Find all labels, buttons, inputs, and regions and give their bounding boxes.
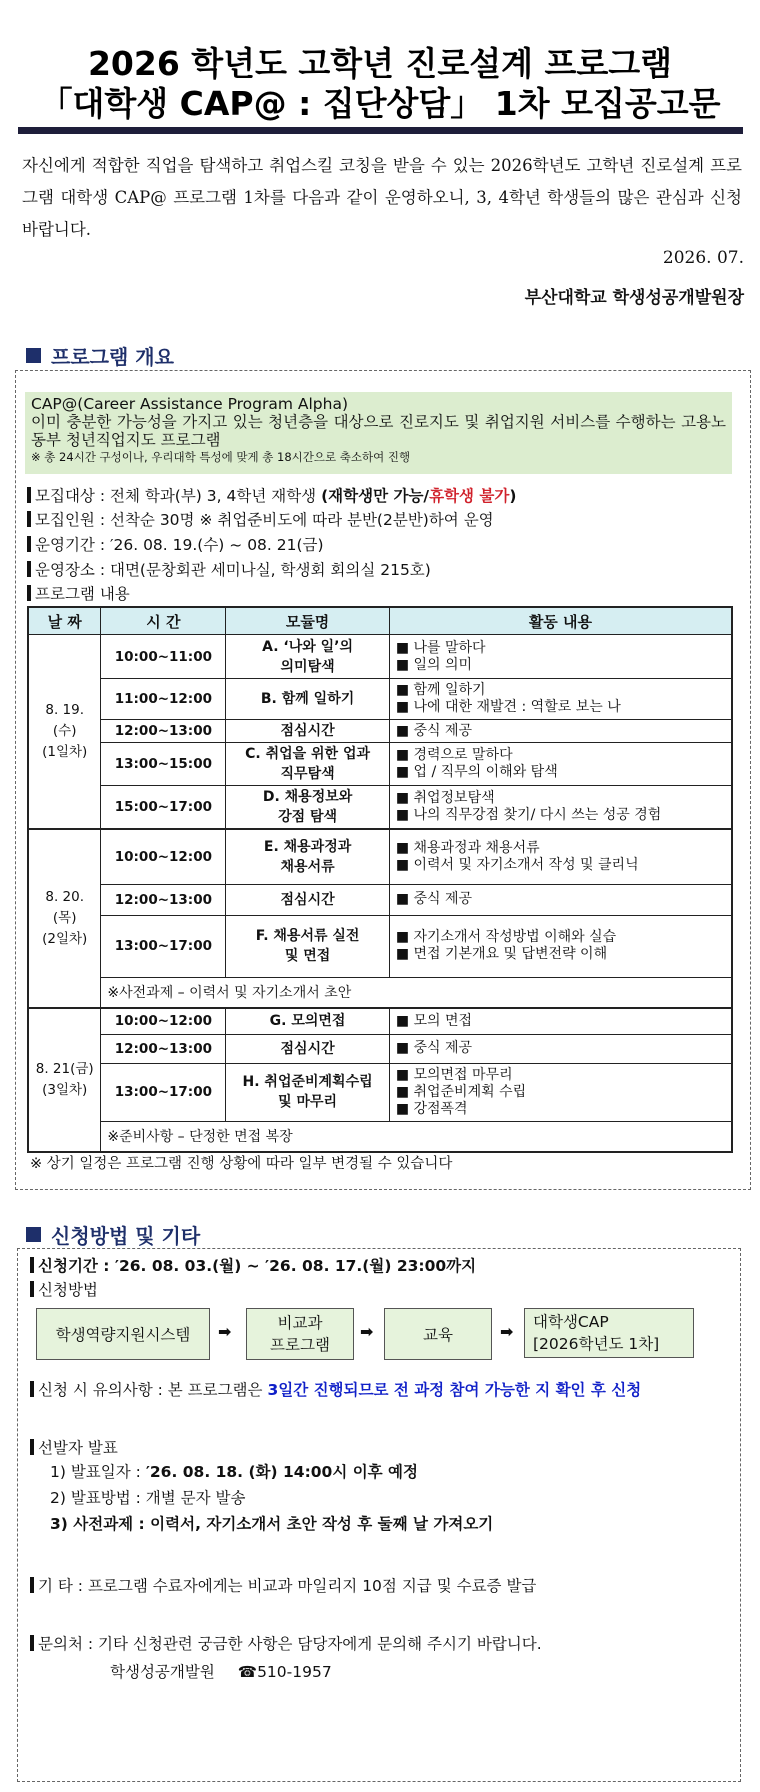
cap-note: ※ 총 24시간 구성이나, 우리대학 특성에 맞게 총 18시간으로 축소하여 진행 — [31, 450, 411, 464]
content-label-line: 프로그램 내용 — [27, 582, 130, 604]
apply-method-label: 신청방법 — [30, 1278, 98, 1300]
flow-step-cap: 대학생CAP [2026학년도 1차] — [524, 1308, 694, 1358]
flow-step-extracurricular: 비교과 프로그램 — [246, 1308, 354, 1360]
table-row — [28, 786, 732, 830]
table-row — [28, 635, 732, 679]
activity-cell: ■ 채용과정과 채용서류 ■ 이력서 및 자기소개서 작성 및 클리닉 — [389, 829, 732, 884]
activity-cell: ■ 자기소개서 작성방법 이해와 실습 ■ 면접 기본개요 및 답변전략 이해 — [389, 915, 732, 977]
table-row — [28, 1121, 732, 1152]
day1-date-cell: 8. 19.(수) (1일차) — [28, 635, 101, 830]
time-cell: 13:00~15:00 — [101, 743, 226, 786]
module-cell: A. ‘나와 일’의 의미탐색 — [226, 635, 389, 679]
time-cell: 13:00~17:00 — [101, 1063, 226, 1121]
module-cell: C. 취업을 위한 업과 직무탐색 — [226, 743, 389, 786]
module-cell: D. 채용정보와 강점 탐색 — [226, 786, 389, 830]
time-cell: 10:00~11:00 — [101, 635, 226, 679]
day2-date-cell: 8. 20.(목) (2일차) — [28, 829, 101, 1008]
contact-phone: 510-1957 — [257, 1663, 332, 1681]
apply-period-line: 신청기간 : ′26. 08. 03.(월) ~ ′26. 08. 17.(월) 23:00까지 — [30, 1254, 476, 1276]
header-activity: 활동 내용 — [389, 607, 732, 635]
bullet-icon — [30, 1257, 34, 1273]
table-row — [28, 1008, 732, 1034]
schedule-footnote: ※ 상기 일정은 프로그램 진행 상황에 따라 일부 변경될 수 있습니다 — [30, 1156, 453, 1172]
bullet-icon — [27, 511, 31, 527]
time-cell: 12:00~13:00 — [101, 1034, 226, 1063]
cap-summary — [25, 392, 732, 474]
contact-line: 문의처 : 기타 신청관련 궁금한 사항은 담당자에게 문의해 주시기 바랍니다. — [30, 1632, 542, 1654]
module-cell: G. 모의면접 — [226, 1008, 389, 1034]
time-cell: 10:00~12:00 — [101, 1008, 226, 1034]
activity-cell: ■ 나를 말하다 ■ 일의 의미 — [389, 635, 732, 679]
title-line-2: 「대학생 CAP@ : 집단상담」 1차 모집공고문 — [39, 84, 721, 123]
title-line-1: 2026 학년도 고학년 진로설계 프로그램 — [87, 44, 673, 83]
etc-line: 기 타 : 프로그램 수료자에게는 비교과 마일리지 10점 지급 및 수료증 발급 — [30, 1574, 536, 1596]
time-cell: 15:00~17:00 — [101, 786, 226, 830]
selection-date: 1) 발표일자 : ′26. 08. 18. (화) 14:00시 이후 예정 — [50, 1463, 418, 1481]
day2-note: ※사전과제 – 이력서 및 자기소개서 초안 — [101, 977, 732, 1008]
table-row — [28, 915, 732, 977]
bullet-icon — [27, 561, 31, 577]
table-row — [28, 720, 732, 743]
activity-cell: ■ 중식 제공 — [389, 884, 732, 915]
bullet-icon — [27, 536, 31, 552]
selection-assignment: 3) 사전과제 : 이력서, 자기소개서 초안 작성 후 둘째 날 가져오기 — [50, 1515, 494, 1533]
cap-title: CAP@(Career Assistance Program Alpha) — [31, 395, 349, 413]
bullet-icon — [30, 1281, 34, 1297]
module-cell: B. 함께 일하기 — [226, 679, 389, 720]
table-row — [28, 1063, 732, 1121]
flow-step-education: 교육 — [384, 1308, 492, 1360]
activity-cell: ■ 중식 제공 — [389, 1034, 732, 1063]
time-cell: 11:00~12:00 — [101, 679, 226, 720]
arrow-right-icon: ➡ — [500, 1322, 514, 1341]
title-divider — [18, 127, 743, 134]
section-heading-overview: 프로그램 개요 — [26, 341, 174, 370]
table-row — [28, 884, 732, 915]
table-row — [28, 829, 732, 884]
period-line: 운영기간 : ′26. 08. 19.(수) ~ 08. 21(금) — [27, 533, 324, 555]
bullet-icon — [27, 585, 31, 601]
module-cell: 점심시간 — [226, 884, 389, 915]
module-cell: F. 채용서류 실전 및 면접 — [226, 915, 389, 977]
module-cell: 점심시간 — [226, 1034, 389, 1063]
bullet-icon — [30, 1635, 34, 1651]
notice-signer: 부산대학교 학생성공개발원장 — [524, 288, 744, 308]
flow-step-system: 학생역량지원시스템 — [36, 1308, 210, 1360]
table-header-row — [28, 607, 732, 635]
caution-line: 신청 시 유의사항 : 본 프로그램은 3일간 진행되므로 전 과정 참여 가능한 지 확인 후 신청 — [30, 1378, 641, 1400]
recruit-line: 모집인원 : 선착순 30명 ※ 취업준비도에 따라 분반(2분반)하여 운영 — [27, 508, 494, 530]
activity-cell: ■ 함께 일하기 ■ 나에 대한 재발견 : 역할로 보는 나 — [389, 679, 732, 720]
bullet-icon — [30, 1381, 34, 1397]
day3-date-cell: 8. 21(금) (3일차) — [28, 1008, 101, 1152]
phone-icon: ☎ — [237, 1663, 258, 1681]
time-cell: 10:00~12:00 — [101, 829, 226, 884]
time-cell: 12:00~13:00 — [101, 884, 226, 915]
activity-cell: ■ 중식 제공 — [389, 720, 732, 743]
module-cell: E. 채용과정과 채용서류 — [226, 829, 389, 884]
module-cell: 점심시간 — [226, 720, 389, 743]
activity-cell: ■ 취업정보탐색 ■ 나의 직무강점 찾기/ 다시 쓰는 성공 경험 — [389, 786, 732, 830]
section-heading-apply: 신청방법 및 기타 — [26, 1220, 200, 1249]
header-date: 날 짜 — [28, 607, 101, 635]
notice-date: 2026. 07. — [662, 248, 744, 268]
header-module: 모듈명 — [226, 607, 389, 635]
target-line: 모집대상 : 전체 학과(부) 3, 4학년 재학생 (재학생만 가능/휴학생 불가) — [27, 484, 516, 506]
bullet-icon — [30, 1439, 34, 1455]
time-cell: 12:00~13:00 — [101, 720, 226, 743]
table-row — [28, 977, 732, 1008]
selection-label: 선발자 발표 — [30, 1436, 118, 1458]
selection-method: 2) 발표방법 : 개별 문자 발송 — [50, 1489, 246, 1507]
module-cell: H. 취업준비계획수립 및 마무리 — [226, 1063, 389, 1121]
intro-paragraph: 자신에게 적합한 직업을 탐색하고 취업스킬 코칭을 받을 수 있는 2026학년도 고학년 진로설계 프로그램 대학생 CAP@ 프로그램 1차를 다음과 같이 운영하오니, 3, 4학년 학생들의 많은 관심과 신청 바랍니다. — [22, 156, 742, 239]
section-square-icon — [26, 1227, 41, 1242]
header-time: 시 간 — [101, 607, 226, 635]
arrow-right-icon: ➡ — [360, 1322, 374, 1341]
table-row — [28, 679, 732, 720]
table-row — [28, 743, 732, 786]
bullet-icon — [30, 1577, 34, 1593]
section-square-icon — [26, 348, 41, 363]
activity-cell: ■ 모의면접 마무리 ■ 취업준비계획 수립 ■ 강점폭격 — [389, 1063, 732, 1121]
table-row — [28, 1034, 732, 1063]
schedule-table — [27, 606, 733, 1153]
place-line: 운영장소 : 대면(문창회관 세미나실, 학생회 회의실 215호) — [27, 558, 431, 580]
activity-cell: ■ 모의 면접 — [389, 1008, 732, 1034]
contact-office: 학생성공개발원 ☎510-1957 — [110, 1663, 332, 1681]
arrow-right-icon: ➡ — [218, 1322, 232, 1341]
day3-note: ※준비사항 – 단정한 면접 복장 — [101, 1121, 732, 1152]
cap-description: 이미 충분한 가능성을 가지고 있는 청년층을 대상으로 진로지도 및 취업지원 서비스를 수행하는 고용노동부 청년직업지도 프로그램 — [31, 413, 726, 449]
activity-cell: ■ 경력으로 말하다 ■ 업 / 직무의 이해와 탐색 — [389, 743, 732, 786]
time-cell: 13:00~17:00 — [101, 915, 226, 977]
bullet-icon — [27, 487, 31, 503]
